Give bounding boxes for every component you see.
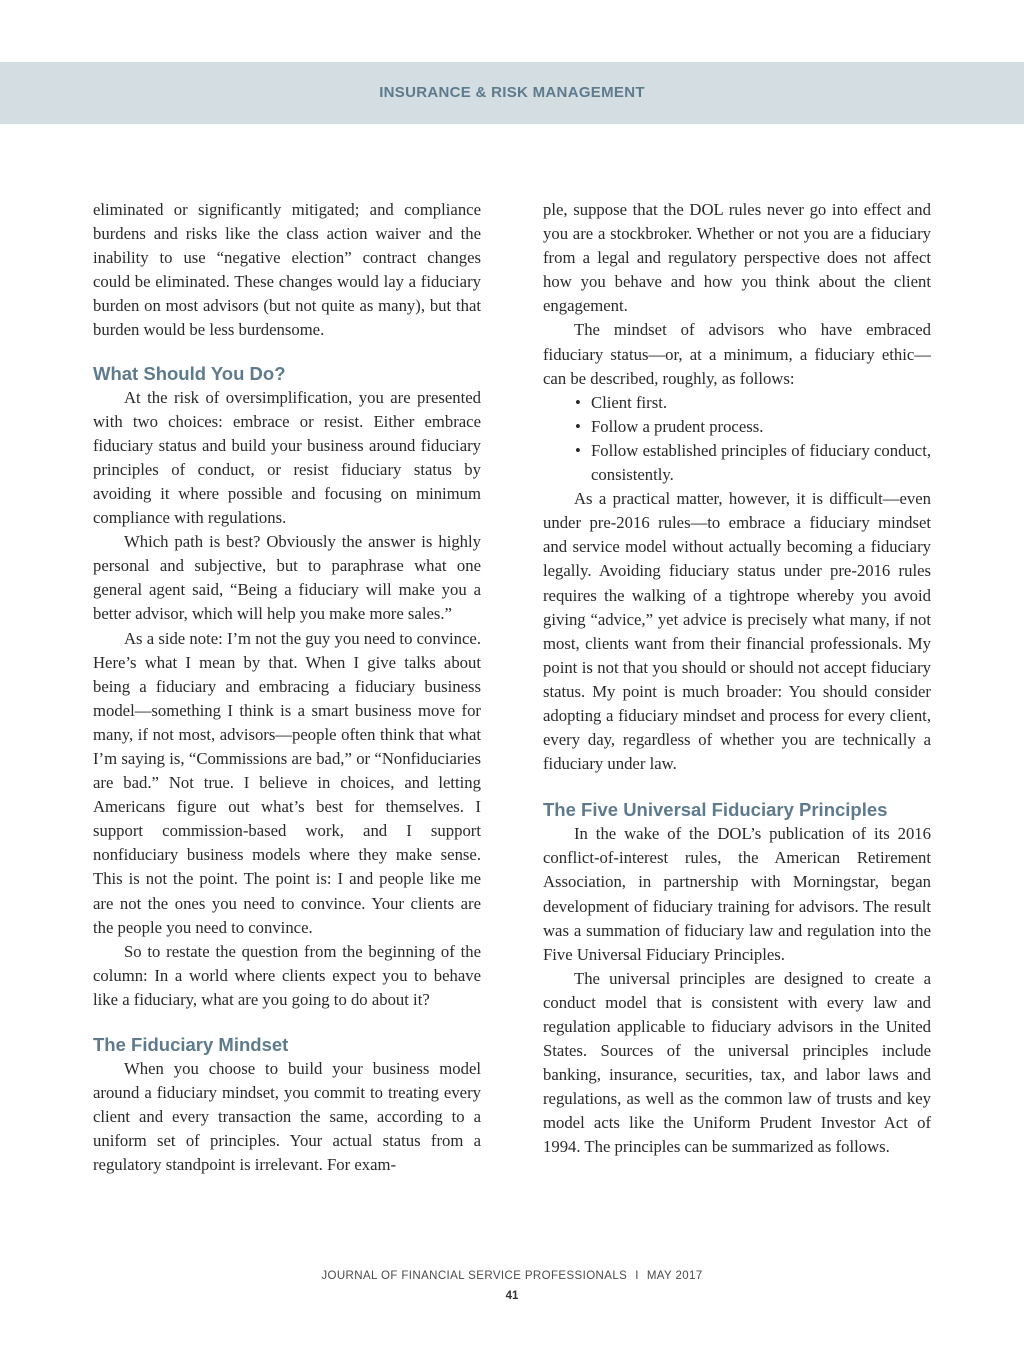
list-item bbox=[574, 391, 931, 415]
list-item-text: Client first. bbox=[591, 392, 668, 412]
journal-name: JOURNAL OF FINANCIAL SERVICE PROFESSIONALS bbox=[321, 1270, 628, 1282]
paragraph: In the wake of the DOL’s publication of its 2016 conflict-of-interest rules, the American Retirement Association, in partnership with Morningstar, began development of fiduciary training for advisors. The result was a summation of fiduciary law and regulation into the Five Universal Fiduciary Principles. bbox=[543, 824, 931, 964]
bullet-icon: • bbox=[575, 440, 581, 460]
page-number: 41 bbox=[505, 1290, 519, 1302]
mindset-bullet-list bbox=[543, 391, 931, 487]
paragraph: eliminated or significantly mitigated; and compliance burdens and risks like the class action waiver and the inability to use “negative election” contract changes could be eliminated. These changes would lay a fiduciary burden on most advisors (but not quite as many), but that burden would be less burdensome. bbox=[93, 200, 481, 340]
paragraph: The mindset of advisors who have embraced fiduciary status—or, at a minimum, a fiduciary ethic—can be described, roughly, as follows: bbox=[543, 320, 931, 388]
bullet-icon: • bbox=[575, 416, 581, 436]
right-column bbox=[543, 198, 931, 1160]
issue-date: MAY 2017 bbox=[646, 1270, 703, 1282]
paragraph: As a side note: I’m not the guy you need to convince. Here’s what I mean by that. When I give talks about being a fiduciary and embracing a fiduciary business model—something I think is a smart business move for many, if not most, advisors—people often think that what I’m saying is, “Commissions are bad,” or “Nonfiduciaries are bad.” Not true. I believe in choices, and letting Americans figure out what’s best for themselves. I support commission-based work, and I support nonfiduciary business models where they make sense. This is not the point. The point is: I and people like me are not the ones you need to convince. Your clients are the people you need to convince. bbox=[93, 628, 481, 937]
footer-separator: I bbox=[635, 1270, 639, 1282]
paragraph: When you choose to build your business model around a fiduciary mindset, you commit to treating every client and every transaction the same, according to a uniform set of principles. Your actual status from a regulatory standpoint is irrelevant. For exam- bbox=[93, 1059, 481, 1175]
paragraph: As a practical matter, however, it is difficult—even under pre-2016 rules—to embrace a fiduciary mindset and service model without actually becoming a fiduciary legally. Avoiding fiduciary status under pre-2016 rules requires the walking of a tightrope whereby you avoid giving “advice,” yet advice is precisely what many, if not most, clients want from their financial professionals. My point is not that you should or should not accept fiduciary status. My point is much broader: You should consider adopting a fiduciary mindset and process for every client, every day, regardless of whether you are technically a fiduciary under law. bbox=[543, 489, 931, 774]
heading-five-principles: The Five Universal Fiduciary Principles bbox=[543, 799, 888, 821]
footer-journal-line bbox=[0, 1270, 1024, 1282]
paragraph: The universal principles are designed to create a conduct model that is consistent with every law and regulation applicable to fiduciary advisors in the United States. Sources of the universal principles include banking, insurance, securities, tax, and labor laws and regulations, as well as the common law of trusts and key model acts like the Uniform Prudent Investor Act of 1994. The principles can be summarized as follows. bbox=[543, 968, 931, 1157]
list-item-text: Follow a prudent process. bbox=[591, 416, 764, 436]
list-item bbox=[574, 415, 931, 439]
paragraph: So to restate the question from the beginning of the column: In a world where clients expect you to behave like a fiduciary, what are you going to do about it? bbox=[93, 941, 481, 1009]
bullet-icon: • bbox=[575, 392, 581, 412]
list-item-text: Follow established principles of fiduciary conduct, consistently. bbox=[591, 440, 931, 485]
section-title: INSURANCE & RISK MANAGEMENT bbox=[379, 84, 645, 101]
paragraph: ple, suppose that the DOL rules never go into effect and you are a stockbroker. Whether or not you are a fiduciary from a legal and regulatory perspective does not affect how you behave and how you think about the client engagement. bbox=[543, 200, 931, 316]
heading-what-should-you-do: What Should You Do? bbox=[93, 362, 286, 384]
paragraph: Which path is best? Obviously the answer is highly personal and subjective, but to paraphrase what one general agent said, “Being a fiduciary will make you a better advisor, which will help you make more sales.” bbox=[93, 532, 481, 624]
left-column bbox=[93, 198, 481, 1177]
paragraph: At the risk of oversimplification, you are presented with two choices: embrace or resist. Either embrace fiduciary status and build your business around fiduciary principles of conduct, or resist fiduciary status by avoiding it where possible and focusing on minimum compliance with regulations. bbox=[93, 387, 481, 528]
heading-fiduciary-mindset: The Fiduciary Mindset bbox=[93, 1034, 289, 1055]
list-item bbox=[574, 439, 931, 487]
